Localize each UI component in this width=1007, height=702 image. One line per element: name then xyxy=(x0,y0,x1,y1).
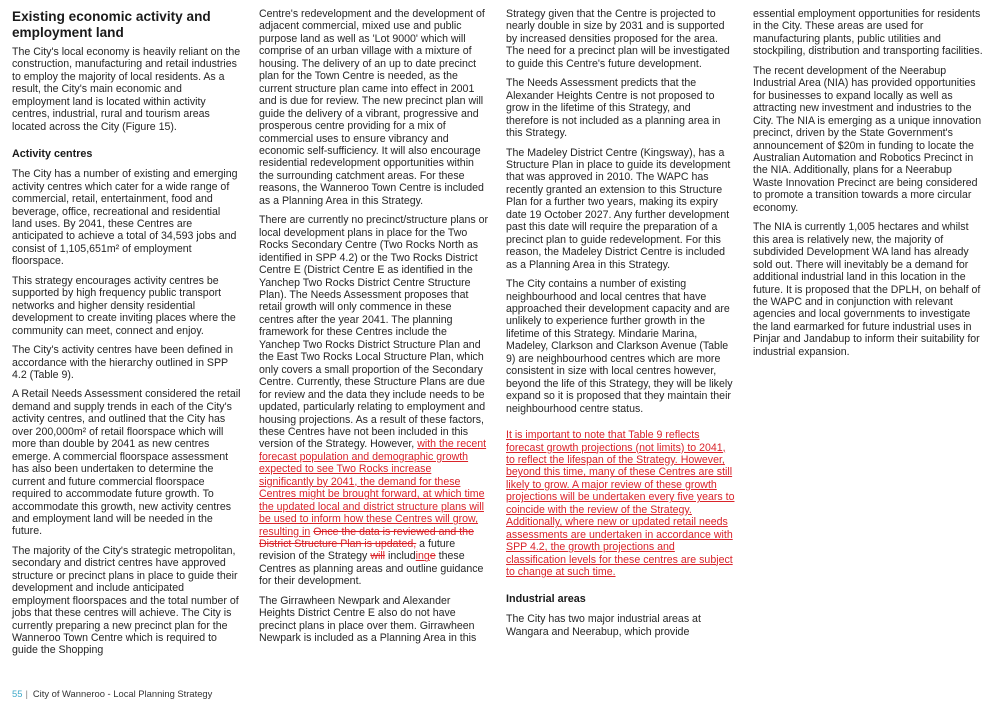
text: There are currently no precinct/structure plans or local development plans in place for the Two Rocks Secondary Centre (Two Rocks North as identified in SPP 4.2) or the Two Rocks District Centre E (District Centre E as identified in the Yanchep Two Rocks District Centre Structure Plan). The Needs Assessment proposes that retail growth will only commence in these centres after the year 2041. The planning framework for these Centres include the Yanchep Two Rocks District Structure Plan and the East Two Rocks Local Structure Plan, which only covers a small proportion of the Secondary Centre. Currently, these Structure Plans are due for review and the data they include needs to be updated, particularly relating to employment and housing projections. As a result of these factors, these Centres have not been included in this version of the Strategy. However, xyxy=(259,214,489,451)
paragraph: A Retail Needs Assessment considered the retail demand and supply trends in each of the City's activity centres, and outlined that the City has over 200,000m² of retail floorspace which will more than double by 2041 as new centres emerge. A commercial floorspace assessment has also been undertaken to determine the current and future commercial floorspace required to accommodate future growth. To accommodate this growth, new activity centres and employment land will be needed in the future. xyxy=(12,388,241,538)
deleted-text: e xyxy=(429,550,436,563)
page-number: 55 xyxy=(12,688,23,699)
footer-separator: | xyxy=(25,688,28,699)
paragraph: The City's activity centres have been defined in accordance with the hierarchy outlined in SPP 4.2 (Table 9). xyxy=(12,344,234,381)
column-4 xyxy=(753,8,983,365)
subheading-industrial-areas: Industrial areas xyxy=(506,593,586,606)
paragraph: The City has two major industrial areas at Wangara and Neerabup, which provide xyxy=(506,613,701,638)
inserted-text: ing xyxy=(415,550,430,563)
paragraph: The City has a number of existing and emerging activity centres which cater for a wide range of commercial, retail, entertainment, food and beverage, office, recreational and residential land uses. By 2041, these Centres are anticipated to achieve a total of 34,593 jobs and consist of 1,105,651m² of employment floorspace. xyxy=(12,168,238,268)
column-2 xyxy=(259,8,489,652)
column-1 xyxy=(12,8,242,664)
paragraph: The NIA is currently 1,005 hectares and whilst this area is relatively new, the majority of subdivided Development WA land has already sold out. There will inevitably be a demand for additional industrial land in this location in the future. It is proposed that the DPLH, on behalf of the WAPC and in conjunction with relevant agencies and local governments to investigate the land earmarked for future industrial uses in Pinjar and Jandabup to inform their suitability for industrial expansion. xyxy=(753,221,981,358)
paragraph-tracked-changes xyxy=(259,214,489,588)
subheading-activity-centres: Activity centres xyxy=(12,148,93,161)
paragraph: essential employment opportunities for residents in the City. These areas are used for manufacturing plants, public utilities and stockpiling, distribution and transporting facilities. xyxy=(753,8,983,58)
paragraph: Centre's redevelopment and the development of adjacent commercial, mixed use and public purpose land as well as 'Lot 9000' which will comprise of an urban village with a mixture of housing. The delivery of an up to date precinct plan for the Town Centre is needed, as the current structure plan came into effect in 2001 and is due for review. The new precinct plan will guide the delivery of a vibrant, progressive and prosperous centre providing for a mix of commercial uses to ensure vibrancy and economic self-sufficiency. It will also encourage residential redevelopment opportunities within the surrounding catchment areas. For these reasons, the Wanneroo Town Centre is included as a Planning Area in this Strategy. xyxy=(259,8,485,207)
paragraph: The Needs Assessment predicts that the Alexander Heights Centre is not proposed to grow in the lifetime of this Strategy, and therefore is not included as a planning area in this Strategy. xyxy=(506,77,721,140)
paragraph: The Girrawheen Newpark and Alexander Heights District Centre E also do not have precinct plans in place over them. Girrawheen Newpark is included as a Planning Area in this xyxy=(259,594,477,645)
paragraph: The recent development of the Neerabup Industrial Area (NIA) has provided opportunities for businesses to expand locally as well as attracting new investment and industries to the City. The NIA is emerging as a unique innovation precinct, driven by the State Government's announcement of $20m in funding to locate the Australian Automation and Robotics Precinct in the NIA. Additionally, plans for a Neerabup Waste Innovation Precinct are being considered to promote a transition towards a more circular economy. xyxy=(753,64,982,214)
inserted-paragraph: It is important to note that Table 9 reflects forecast growth projections (not limits) to 2041, to reflect the lifespan of the Strategy. However, beyond this time, many of these Centres are still likely to grow. A major review of these growth projections will be undertaken every five years to coincide with the review of the Strategy. Additionally, where new or updated retail needs assessments are undertaken in accordance with SPP 4.2, the growth projections and classification levels for these centres are subject to change at such time. xyxy=(506,429,735,579)
paragraph: The City contains a number of existing neighbourhood and local centres that have approached their development capacity and are unlikely to experience further growth in the lifetime of this Strategy. Mindarie Marina, Madeley, Clarkson and Clarkson Avenue (Table 9) are neighbourhood centres which are more consistent in size with local centres however, beyond the life of this Strategy, they will be likely expand so it is proposed that they maintain their neighbourhood centre status. xyxy=(506,278,733,415)
deleted-text: will xyxy=(370,550,386,563)
deleted-text: Once the data is reviewed and the District Structure Plan is updated, xyxy=(259,525,474,551)
paragraph: The majority of the City's strategic metropolitan, secondary and district centres have approved structure or precinct plans in place to guide their development and include anticipated employment floorspaces and the total number of jobs that these centres will achieve. The City is currently preparing a new precinct plan for the Wanneroo Town Centre which is required to guide the Shopping xyxy=(12,544,239,657)
paragraph: This strategy encourages activity centres be supported by high frequency public transport networks and higher density residential development to create inviting places where the community can meet, connect and enjoy. xyxy=(12,274,236,337)
page-footer xyxy=(12,688,212,699)
paragraph: The City's local economy is heavily reliant on the construction, manufacturing and retail industries to employ the majority of local residents. As a result, the City's main economic and employment land is located within activity centres, industrial, rural and tourism areas located across the City (Figure 15). xyxy=(12,46,241,133)
section-title: Existing economic activity and employment land xyxy=(12,9,211,40)
column-3 xyxy=(506,8,736,645)
text: these Centres as planning areas and outline guidance for their development. xyxy=(259,550,484,588)
paragraph: The Madeley District Centre (Kingsway), has a Structure Plan in place to guide its development that was approved in 2010. The WAPC has recently granted an extension to this Structure Plan for a further two years, making its expiry date 19 October 2027. Any further development past this date will require the preparation of a precinct plan to guide redevelopment. For this reason, the Madeley District Centre is included as a Planning Area in this Strategy. xyxy=(506,146,731,271)
text: includ xyxy=(387,550,416,563)
paragraph: Strategy given that the Centre is projected to nearly double in size by 2031 and is supported by increased densities proposed for the area. The need for a precinct plan will be investigated to guide this Centre's future development. xyxy=(506,8,730,70)
document-title: City of Wanneroo - Local Planning Strategy xyxy=(32,688,213,699)
text: a future revision of the Strategy xyxy=(259,538,456,563)
inserted-text: with the recent forecast population and demographic growth expected to see Two Rocks increase significantly by 2041, the demand for these Centres might be brought forward, at which time the updated local and district structure plans will be used to inform how these Centres will grow, resulting in xyxy=(259,438,487,538)
